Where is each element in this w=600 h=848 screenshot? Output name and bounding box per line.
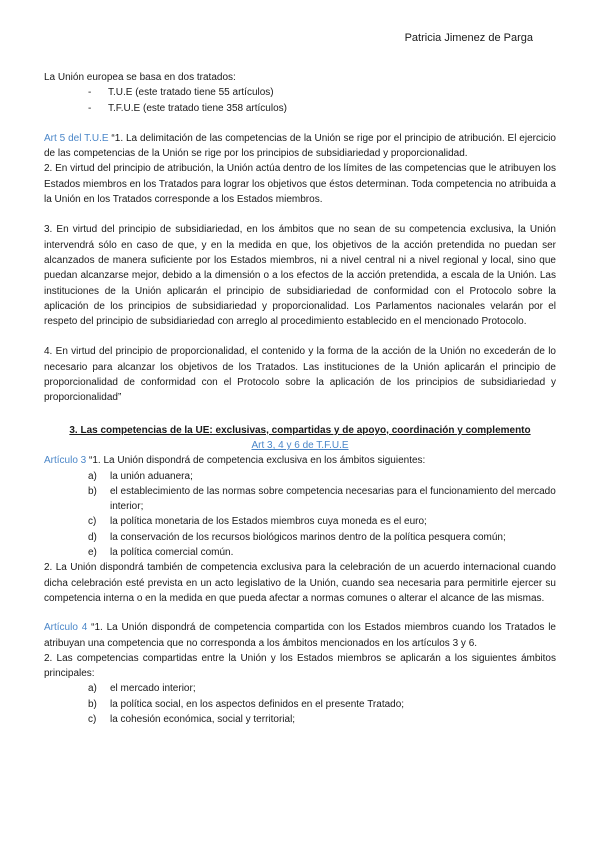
document-body	[44, 70, 556, 727]
intro-text: La Unión europea se basa en dos tratados:	[44, 72, 236, 83]
list-item	[44, 484, 556, 515]
art5-paragraph-3: 3. En virtud del principio de subsidiariedad, en los ámbitos que no sean de su competencia exclusiva, la Unión intervendrá sólo en caso de que, y en la medida en que, los objetivos de la acción pretendida no puedan ser alcanzados de manera suficiente por los Estados miembros, ni a nivel central ni a nivel regional y local, sino que puedan alcanzarse mejor, debido a la dimensión o a los efectos de la acción pretendida, a escala de la Unión. Las instituciones de la Unión aplicarán el principio de subsidiariedad de conformidad con el Protocolo sobre la aplicación de los principios de subsidiariedad y proporcionalidad. Los Parlamentos nacionales velarán por el respeto del principio de subsidiariedad con arreglo al procedimiento establecido en el mencionado Protocolo.	[44, 224, 556, 328]
list-item-text: la unión aduanera;	[110, 470, 193, 482]
section-heading: 3. Las competencias de la UE: exclusivas, compartidas y de apoyo, coordinación y complemento	[69, 424, 531, 436]
art5-label: Art 5 del T.U.E	[44, 132, 109, 144]
treaty-list	[44, 85, 556, 116]
art4-paragraph-2: 2. Las competencias compartidas entre la Unión y los Estados miembros se aplicarán a los siguientes ámbitos principales:	[44, 652, 556, 680]
art3-intro-text: “1. La Unión dispondrá de competencia exclusiva en los ámbitos siguientes:	[86, 455, 426, 467]
list-item-text: la política comercial común.	[110, 547, 234, 559]
list-item-text: la política monetaria de los Estados miembros cuya moneda es el euro;	[110, 516, 427, 528]
art3-paragraph-2: 2. La Unión dispondrá también de competencia exclusiva para la celebración de un acuerdo internacional cuando dicha celebración esté prevista en un acto legislativo de la Unión, cuando sea necesaria para permitirle ejercer su competencia interna o en la medida en que pueda afectar a normas comunes o alterar el alcance de las mismas.	[44, 562, 556, 604]
list-marker: a)	[88, 683, 97, 695]
art3-list	[44, 469, 556, 561]
list-marker: a)	[88, 470, 97, 482]
treaty-item: - T.U.E (este tratado tiene 55 artículos)	[88, 85, 556, 100]
list-item	[44, 514, 556, 529]
list-item-text: la política social, en los aspectos definidos en el presente Tratado;	[110, 698, 405, 710]
art5-paragraph-1	[44, 131, 556, 162]
art4-list	[44, 681, 556, 727]
art4-label: Artículo 4	[44, 622, 88, 634]
list-item-text: el establecimiento de las normas sobre competencia necesarias para el funcionamiento del mercado interior;	[110, 485, 556, 513]
art5-paragraph-2: 2. En virtud del principio de atribución, la Unión actúa dentro de los límites de las competencias que le atribuyen los Estados miembros en los Tratados para lograr los objetivos que éstos determinan. Toda competencia no atribuida a la Unión en los Tratados corresponde a los Estados miembros.	[44, 163, 556, 206]
list-item	[44, 697, 556, 712]
list-item	[44, 530, 556, 545]
list-item	[44, 545, 556, 560]
treaty-item: - T.F.U.E (este tratado tiene 358 artículos)	[88, 101, 556, 116]
list-marker: b)	[88, 485, 97, 497]
section-subheading: Art 3, 4 y 6 de T.F.U.E	[251, 439, 349, 451]
list-marker: c)	[88, 713, 97, 725]
list-marker: d)	[88, 531, 97, 543]
art5-paragraph-4: 4. En virtud del principio de proporcionalidad, el contenido y la forma de la acción de la Unión no excederán de lo necesario para alcanzar los objetivos de los Tratados. Las instituciones de la Unión aplicarán el principio de proporcionalidad de conformidad con el Protocolo sobre la aplicación de los principios de subsidiariedad y proporcionalidad”	[44, 346, 556, 404]
art5-p1-text: “1. La delimitación de las competencias de la Unión se rige por el principio de atribución. El ejercicio de las competencias de la Unión se rige por los principios de subsidiariedad y proporcionalidad.	[44, 132, 556, 160]
list-item-text: la cohesión económica, social y territorial;	[110, 713, 296, 725]
art3-label: Artículo 3	[44, 455, 87, 467]
author-header: Patricia Jimenez de Parga	[404, 32, 533, 44]
list-item-text: la conservación de los recursos biológicos marinos dentro de la política pesquera común;	[110, 531, 506, 543]
list-item	[44, 712, 556, 727]
list-item	[44, 681, 556, 696]
art4-intro-text: “1. La Unión dispondrá de competencia compartida con los Estados miembros cuando los Tratados le atribuyan una competencia que no corresponda a los ámbitos mencionados en los artículos 3 y 6.	[44, 622, 556, 649]
list-marker: c)	[88, 516, 97, 528]
list-item-text: el mercado interior;	[110, 683, 196, 695]
list-marker: e)	[88, 547, 97, 559]
list-item	[44, 469, 556, 484]
art4-intro	[44, 620, 556, 651]
list-marker: b)	[88, 698, 97, 710]
art3-intro	[44, 453, 556, 468]
